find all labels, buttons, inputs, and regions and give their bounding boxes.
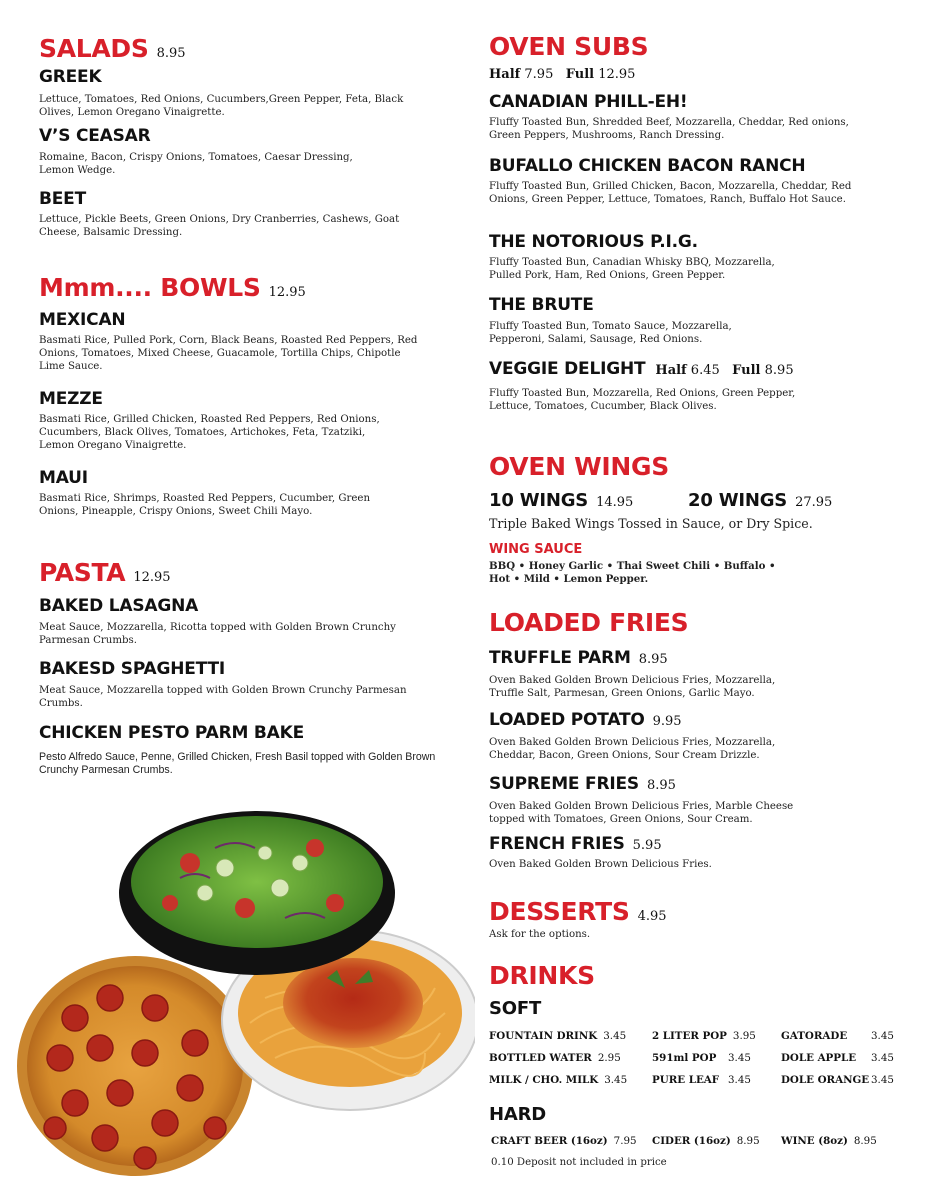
menu-item-name: CHICKEN PESTO PARM BAKE — [39, 723, 305, 743]
drink-item: DOLE ORANGE 3.45 — [781, 1074, 894, 1086]
drink-item: 2 LITER POP 3.95 — [652, 1030, 756, 1042]
menu-item-name: V’S CEASAR — [39, 126, 151, 146]
salads-price: 8.95 — [156, 46, 186, 61]
menu-item-name: THE NOTORIOUS P.I.G. — [489, 232, 698, 252]
drinks-heading: DRINKS — [489, 961, 595, 990]
drink-item: BOTTLED WATER 2.95 — [489, 1052, 621, 1064]
menu-item-desc: Oven Baked Golden Brown Delicious Fries, Mozzarella, Cheddar, Bacon, Green Onions, Sour Cream Drizzle. — [489, 737, 776, 761]
drink-item: WINE (8oz) 8.95 — [781, 1135, 877, 1147]
desserts-desc: Ask for the options. — [489, 929, 591, 940]
menu-item-desc: Meat Sauce, Mozzarella, Ricotta topped with Golden Brown Crunchy Parmesan Crumbs. — [39, 622, 396, 646]
menu-item-desc: Basmati Rice, Shrimps, Roasted Red Peppers, Cucumber, Green Onions, Pineapple, Crispy Onions, Sweet Chili Mayo. — [39, 493, 371, 517]
menu-item-name: LOADED POTATO 9.95 — [489, 710, 682, 730]
menu-item-name: MEXICAN — [39, 310, 126, 330]
wing-sauce-heading: WING SAUCE — [489, 542, 583, 557]
pizza-image — [17, 956, 253, 1176]
menu-item-desc: Pesto Alfredo Sauce, Penne, Grilled Chicken, Fresh Basil topped with Golden Brown Crunchy Parmesan Crumbs. — [39, 751, 436, 776]
drink-item: MILK / CHO. MILK 3.45 — [489, 1074, 628, 1086]
wings-desc: Triple Baked Wings Tossed in Sauce, or Dry Spice. — [489, 516, 813, 531]
menu-item-name: SUPREME FRIES 8.95 — [489, 774, 676, 794]
pasta-price: 12.95 — [133, 570, 171, 585]
menu-item-name: VEGGIE DELIGHT Half 6.45 Full 8.95 — [489, 359, 794, 379]
menu-item-name: FRENCH FRIES 5.95 — [489, 834, 662, 854]
menu-item-desc: Oven Baked Golden Brown Delicious Fries. — [489, 859, 712, 870]
wings-20: 20 WINGS 27.95 — [688, 490, 833, 511]
menu-item-name: BUFALLO CHICKEN BACON RANCH — [489, 156, 806, 176]
menu-item-desc: Romaine, Bacon, Crispy Onions, Tomatoes, Caesar Dressing, Lemon Wedge. — [39, 152, 353, 176]
menu-item-desc: Fluffy Toasted Bun, Canadian Whisky BBQ, Mozzarella, Pulled Pork, Ham, Red Onions, Green Pepper. — [489, 257, 775, 281]
pasta-heading: PASTA 12.95 — [39, 558, 171, 587]
menu-item-name: MEZZE — [39, 389, 103, 409]
menu-item-desc: Lettuce, Tomatoes, Red Onions, Cucumbers,Green Pepper, Feta, Black Olives, Lemon Oregano Vinaigrette. — [39, 94, 404, 118]
menu-item-desc: Oven Baked Golden Brown Delicious Fries, Marble Cheese topped with Tomatoes, Green Onions, Sour Cream. — [489, 801, 794, 825]
bowls-price: 12.95 — [268, 285, 306, 300]
drink-item: PURE LEAF 3.45 — [652, 1074, 751, 1086]
menu-item-desc: Basmati Rice, Pulled Pork, Corn, Black Beans, Roasted Red Peppers, Red Onions, Tomatoes, Mixed Cheese, Guacamole, Tortilla Chips, Chipotle Lime Sauce. — [39, 335, 418, 372]
menu-item-desc: Fluffy Toasted Bun, Shredded Beef, Mozzarella, Cheddar, Red onions, Green Peppers, Mushrooms, Ranch Dressing. — [489, 117, 849, 141]
oven-subs-prices: Half 7.95 Full 12.95 — [489, 67, 636, 82]
menu-item-name: MAUI — [39, 468, 88, 488]
desserts-heading: DESSERTS 4.95 — [489, 897, 667, 926]
wings-10: 10 WINGS 14.95 — [489, 490, 634, 511]
menu-item-name: CANADIAN PHILL-EH! — [489, 92, 688, 112]
menu-item-name: THE BRUTE — [489, 295, 594, 315]
drink-item: CRAFT BEER (16oz) 7.95 — [491, 1135, 637, 1147]
menu-item-desc: Meat Sauce, Mozzarella topped with Golden Brown Crunchy Parmesan Crumbs. — [39, 685, 407, 709]
loaded-fries-heading: LOADED FRIES — [489, 608, 689, 637]
menu-item-desc: Fluffy Toasted Bun, Grilled Chicken, Bacon, Mozzarella, Cheddar, Red Onions, Green Pepper, Lettuce, Tomatoes, Ranch, Buffalo Hot Sauce. — [489, 181, 852, 205]
menu-item-name: GREEK — [39, 67, 102, 87]
oven-subs-heading: OVEN SUBS — [489, 32, 649, 61]
deposit-note: 0.10 Deposit not included in price — [491, 1157, 667, 1168]
salads-heading: SALADS 8.95 — [39, 34, 186, 63]
bowls-heading: Mmm.... BOWLS 12.95 — [39, 273, 306, 302]
menu-item-desc: Fluffy Toasted Bun, Mozzarella, Red Onions, Green Pepper, Lettuce, Tomatoes, Cucumber, Black Olives. — [489, 388, 796, 412]
soft-drinks-heading: SOFT — [489, 998, 542, 1019]
wing-sauce-list: BBQ • Honey Garlic • Thai Sweet Chili • Buffalo • Hot • Mild • Lemon Pepper. — [489, 560, 776, 585]
menu-item-desc: Basmati Rice, Grilled Chicken, Roasted Red Peppers, Red Onions, Cucumbers, Black Olives, Tomatoes, Artichokes, Feta, Tzatziki, Lemon Oregano Vinaigrette. — [39, 414, 380, 451]
drink-item: 591ml POP 3.45 — [652, 1052, 751, 1064]
hard-drinks-heading: HARD — [489, 1104, 546, 1125]
food-photo — [15, 808, 475, 1200]
drink-item: DOLE APPLE 3.45 — [781, 1052, 894, 1064]
drink-item: GATORADE 3.45 — [781, 1030, 894, 1042]
menu-item-desc: Oven Baked Golden Brown Delicious Fries, Mozzarella, Truffle Salt, Parmesan, Green Onions, Garlic Mayo. — [489, 675, 776, 699]
salad-image — [119, 811, 395, 975]
menu-item-name: BAKED LASAGNA — [39, 596, 199, 616]
menu-item-name: TRUFFLE PARM 8.95 — [489, 648, 668, 668]
menu-item-desc: Fluffy Toasted Bun, Tomato Sauce, Mozzarella, Pepperoni, Salami, Sausage, Red Onions. — [489, 321, 732, 345]
menu-item-name: BAKESD SPAGHETTI — [39, 659, 225, 679]
drink-item: FOUNTAIN DRINK 3.45 — [489, 1030, 627, 1042]
menu-item-name: BEET — [39, 189, 86, 209]
menu-item-desc: Lettuce, Pickle Beets, Green Onions, Dry Cranberries, Cashews, Goat Cheese, Balsamic Dressing. — [39, 214, 400, 238]
oven-wings-heading: OVEN WINGS — [489, 452, 669, 481]
drink-item: CIDER (16oz) 8.95 — [652, 1135, 760, 1147]
